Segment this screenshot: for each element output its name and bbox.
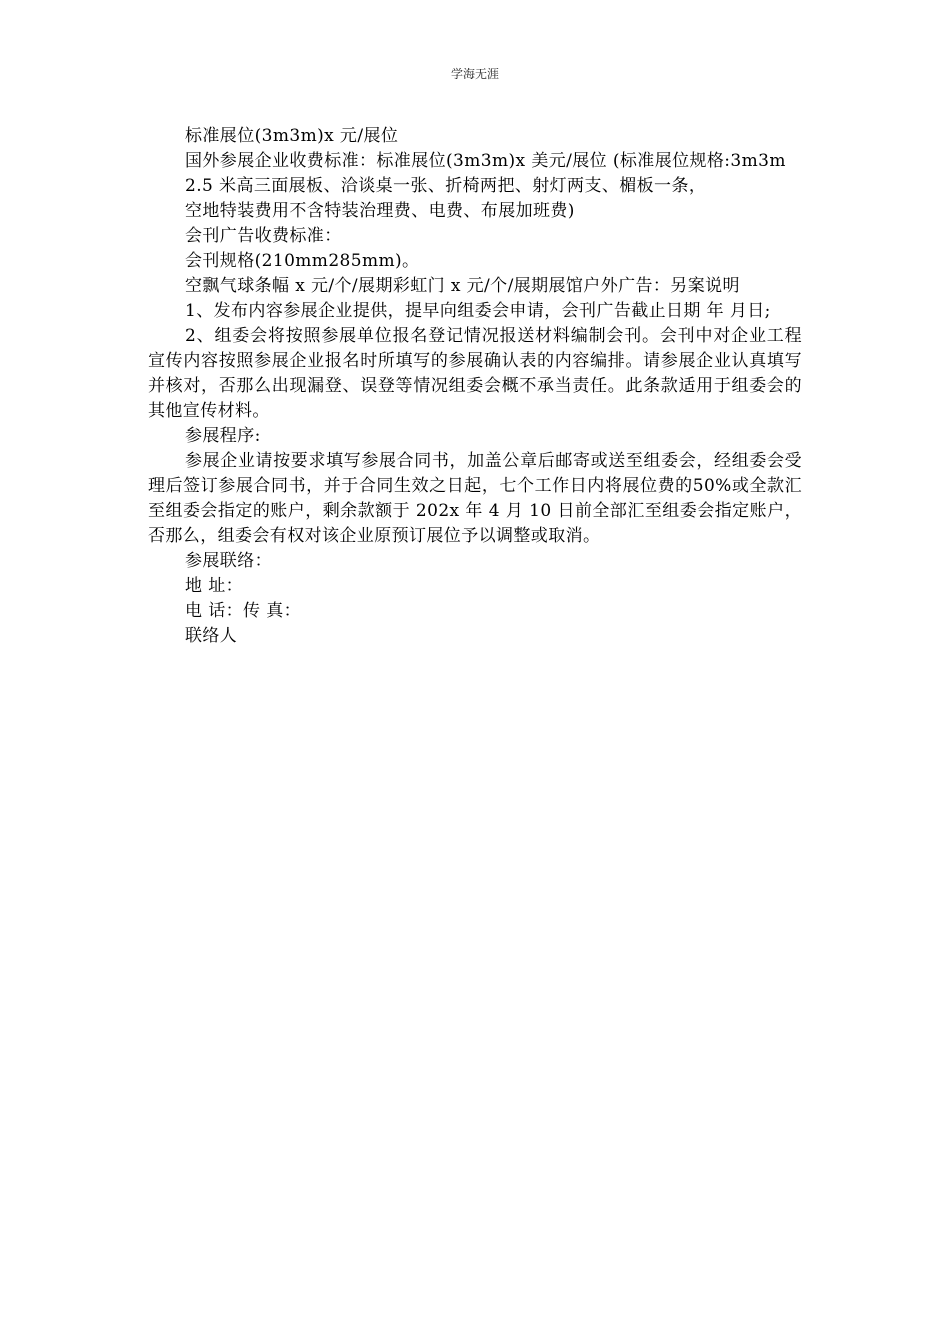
paragraph-booth-equipment: 2.5 米高三面展板、洽谈桌一张、折椅两把、射灯两支、楣板一条，: [185, 176, 707, 196]
page-header: 学海无涯: [450, 67, 499, 81]
paragraph-ad-fee-heading: 会刊广告收费标准：: [185, 226, 342, 246]
paragraph-procedure: 参展企业请按要求填写参展合同书，加盖公章后邮寄或送至组委会，经组委会受理后签订参展合同书，并于合同生效之日起，七个工作日内将展位费的50%或全款汇至组委会指定的账户，剩余款额于 202x 年 4 月 10 日前全部汇至组委会指定账户，否那么，组委会有权对该企业原预订展位予以调整或取消。: [148, 451, 802, 546]
document-body: [148, 124, 802, 649]
paragraph-item-2: 2、组委会将按照参展单位报名登记情况报送材料编制会刊。会刊中对企业工程宣传内容按照参展企业报名时所填写的参展确认表的内容编排。请参展企业认真填写并核对，否那么出现漏登、误登等情况组委会概不承当责任。此条款适用于组委会的其他宣传材料。: [148, 326, 802, 421]
paragraph-balloon-ads: 空飘气球条幅 x 元/个/展期彩虹门 x 元/个/展期展馆户外广告：另案说明: [185, 276, 740, 296]
paragraph-journal-size: 会刊规格(210mm285mm)。: [185, 251, 420, 271]
paragraph-space-fee: 空地特装费用不含特装治理费、电费、布展加班费): [185, 201, 575, 221]
paragraph-phone-fax: 电 话：传 真：: [185, 601, 302, 621]
paragraph-standard-booth: 标准展位(3m3m)x 元/展位: [185, 126, 399, 146]
paragraph-foreign-fee: 国外参展企业收费标准：标准展位(3m3m)x 美元/展位 (标准展位规格:3m3m: [185, 151, 786, 171]
paragraph-procedure-heading: 参展程序:: [185, 426, 261, 446]
paragraph-item-1: 1、发布内容参展企业提供，提早向组委会申请，会刊广告截止日期 年 月日;: [185, 301, 771, 321]
paragraph-contact-person: 联络人: [185, 626, 238, 646]
paragraph-address: 地 址：: [185, 576, 244, 596]
paragraph-contact-heading: 参展联络：: [185, 551, 272, 571]
